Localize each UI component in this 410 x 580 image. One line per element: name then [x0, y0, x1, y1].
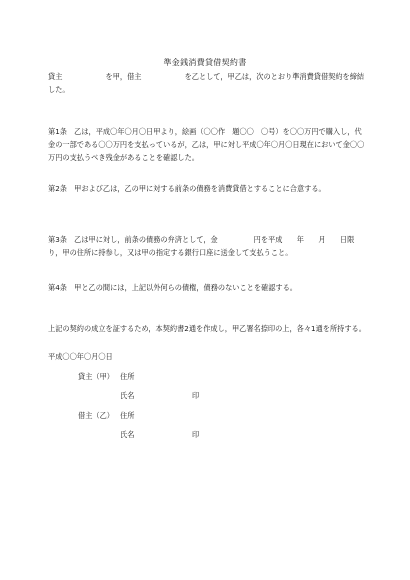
lender-label: 貸主（甲） [78, 372, 114, 381]
borrower-address-label: 住所 [120, 411, 135, 420]
lender-seal-mark: 印 [192, 391, 200, 400]
closing-statement: 上記の契約の成立を証するため，本契約書2通を作成し，甲乙署名捺印の上，各々1通を所持する。 [48, 324, 366, 333]
article-1: 第1条 乙は，平成〇年〇月〇日甲より，絵画（〇〇作 題〇〇 〇号）を〇〇万円で購入し，代金の一部である〇〇万円を支払っているが，乙は，甲に対し平成〇年〇月〇日現在において金〇〇万円の支払うべき残金があることを確認した。 [48, 127, 365, 162]
preamble: 貸主 を甲，借主 を乙として，甲乙は，次のとおり準消費貸借契約を締結した。 [48, 72, 365, 94]
borrower-name-label: 氏名 [120, 430, 135, 439]
article-2: 第2条 甲および乙は，乙の甲に対する前条の債務を消費貸借とすることに合意する。 [48, 184, 326, 193]
borrower-label: 借主（乙） [78, 411, 114, 420]
article-3: 第3条 乙は甲に対し，前条の債務の弁済として，金 円を平成 年 月 日限り，甲の住所に持参し，又は甲の指定する銀行口座に送金して支払うこと。 [48, 235, 355, 257]
document-title: 準金銭消費貸借契約書 [163, 58, 247, 67]
article-4: 第4条 甲と乙の間には，上記以外何らの債権，債務のないことを確認する。 [48, 283, 297, 292]
contract-date: 平成〇〇年〇月〇日 [48, 352, 113, 361]
lender-name-label: 氏名 [120, 391, 135, 400]
lender-address-label: 住所 [120, 372, 135, 381]
borrower-seal-mark: 印 [192, 430, 200, 439]
